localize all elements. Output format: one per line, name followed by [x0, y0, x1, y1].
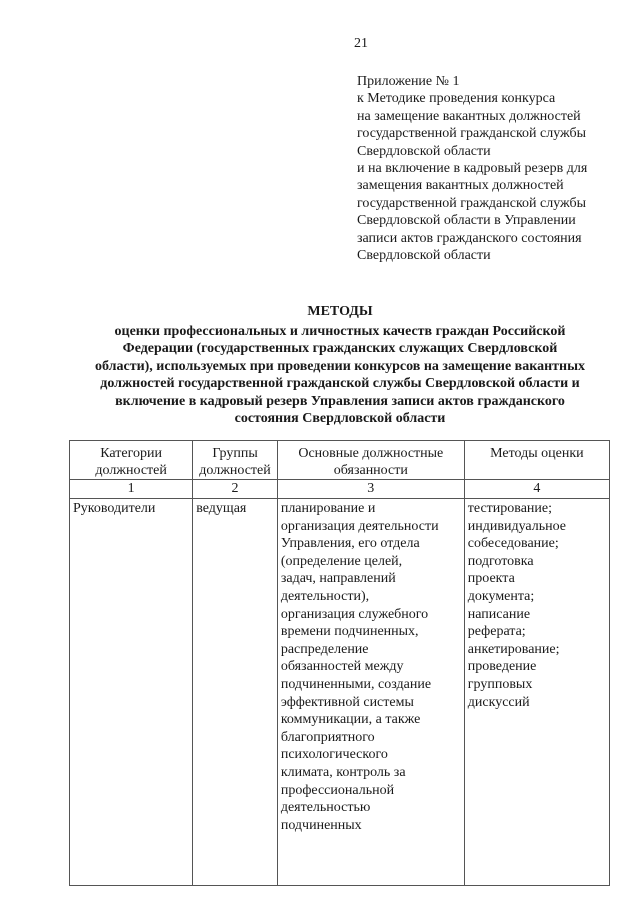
duty-line: (определение целей,	[280, 553, 403, 569]
title-line: состояния Свердловской области	[234, 411, 446, 426]
column-number: 3	[277, 480, 464, 499]
appendix-line: записи актов гражданского состояния	[357, 230, 582, 246]
duty-line: обязанностей между	[280, 659, 404, 675]
appendix-line: государственной гражданской службы	[357, 195, 587, 211]
duty-line: деятельности),	[280, 588, 370, 604]
method-line: подготовка	[467, 553, 534, 569]
page-number: 21	[354, 36, 368, 51]
method-line: проведение	[467, 659, 537, 675]
cell-duties	[277, 499, 464, 886]
header-methods	[464, 441, 609, 480]
duty-line: планирование и	[280, 501, 376, 516]
header-line: Группы	[212, 446, 258, 461]
appendix-line: и на включение в кадровый резерв для	[357, 161, 588, 177]
duty-line: благоприятного	[280, 729, 375, 745]
title-line: оценки профессиональных и личностных качеств граждан Российской	[114, 323, 566, 339]
appendix-line: Свердловской области	[357, 248, 491, 264]
method-line: дискуссий	[467, 694, 530, 710]
method-line: документа;	[467, 588, 535, 604]
cell-group: ведущая	[193, 499, 278, 886]
duty-line: распределение	[280, 641, 369, 657]
header-line: Категории	[100, 446, 162, 461]
duty-line: климата, контроль за	[280, 764, 406, 780]
method-line: собеседование;	[467, 536, 559, 552]
cell-methods	[464, 499, 609, 886]
method-line: индивидуальное	[467, 518, 567, 534]
duty-line: профессиональной	[280, 782, 395, 798]
appendix-line: замещения вакантных должностей	[357, 178, 564, 194]
method-line: написание	[467, 606, 531, 622]
duty-line: подчиненными, создание	[280, 676, 432, 692]
column-number: 4	[464, 480, 609, 499]
table-header-row	[70, 441, 610, 480]
header-categories	[70, 441, 193, 480]
appendix-line: на замещение вакантных должностей	[357, 108, 581, 124]
header-groups	[193, 441, 278, 480]
appendix-line: к Методике проведения конкурса	[357, 91, 556, 107]
method-line: реферата;	[467, 624, 526, 640]
duty-line: задач, направлений	[280, 571, 396, 587]
column-number-row	[70, 480, 610, 499]
column-number: 2	[193, 480, 278, 499]
cell-category: Руководители	[70, 499, 193, 886]
appendix-line: Свердловской области в Управлении	[357, 213, 576, 229]
title-line: Федерации (государственных гражданских служащих Свердловской	[122, 341, 558, 356]
appendix-line: государственной гражданской службы	[357, 126, 587, 142]
table-row	[70, 499, 610, 886]
title-heading: МЕТОДЫ	[307, 304, 373, 319]
duty-line: деятельностью	[280, 800, 371, 816]
appendix-line: Приложение № 1	[357, 74, 460, 89]
header-line: должностей	[95, 463, 167, 478]
header-line: обязанности	[333, 463, 408, 478]
duty-line: организация деятельности	[280, 518, 439, 534]
method-line: проекта	[467, 571, 515, 587]
title-line: области), используемых при проведении конкурсов на замещение вакантных	[94, 358, 586, 374]
methods-table	[69, 440, 610, 886]
appendix-block	[357, 73, 627, 264]
header-line: должностей	[199, 463, 271, 478]
title-line: должностей государственной гражданской службы Свердловской области и	[100, 376, 580, 391]
method-line: анкетирование;	[467, 641, 560, 657]
duty-line: организация служебного	[280, 606, 429, 622]
duty-line: коммуникации, а также	[280, 712, 421, 728]
header-line: Основные должностные	[298, 446, 444, 461]
duty-line: Управления, его отдела	[280, 536, 420, 552]
column-number: 1	[70, 480, 193, 499]
document-title	[60, 303, 620, 428]
duty-line: времени подчиненных,	[280, 624, 419, 640]
duty-line: психологического	[280, 747, 388, 763]
duty-line: подчиненных	[280, 817, 362, 833]
duty-line: эффективной системы	[280, 694, 414, 710]
header-duties	[277, 441, 464, 480]
title-line: включение в кадровый резерв Управления записи актов гражданского	[115, 393, 565, 409]
method-line: групповых	[467, 676, 533, 692]
method-line: тестирование;	[467, 501, 553, 516]
appendix-line: Свердловской области	[357, 143, 491, 159]
header-line: Методы оценки	[490, 446, 584, 461]
